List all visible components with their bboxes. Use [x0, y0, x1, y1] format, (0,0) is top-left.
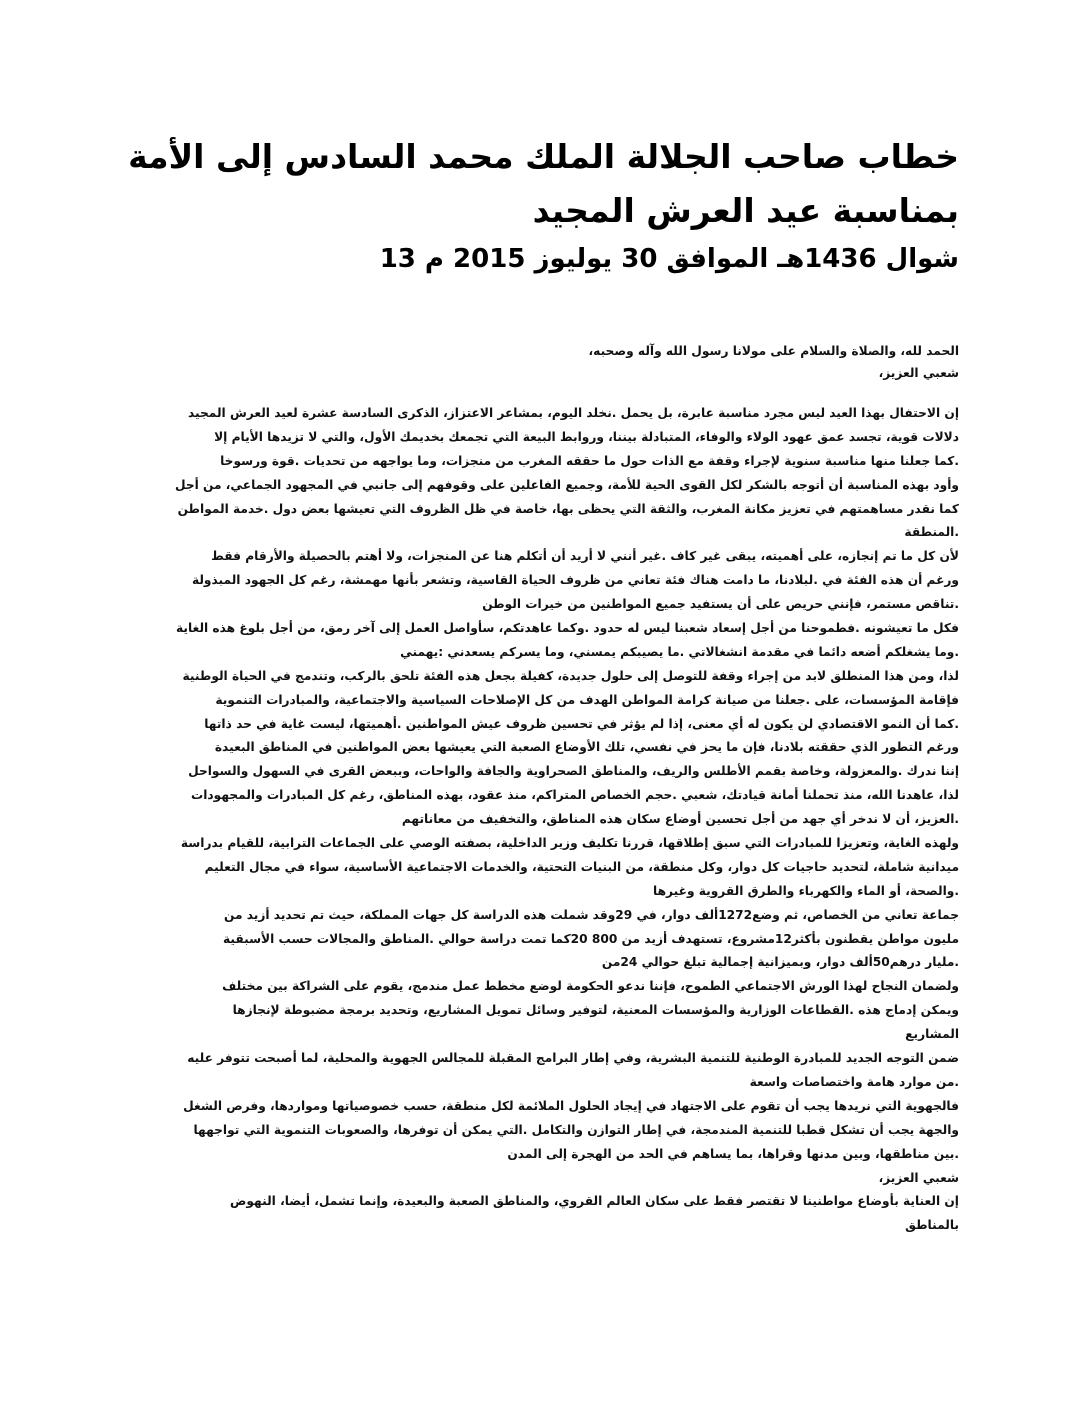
text-line: المشاريع [905, 1027, 959, 1042]
speech-date: شوال 1436هـ الموافق 30 يوليوز 2015 م 13 [379, 244, 959, 274]
text-line: مليون مواطن يقطنون بأكثر12مشروع، تستهدف أزيد من 800 20كما تمت دراسة حوالي .المناطق والمجالات حسب الأسبقية [222, 931, 959, 946]
text-line: وأود بهذه المناسبة أن أتوجه بالشكر لكل القوى الحية للأمة، وجميع الفاعلين على وقوفهم إلى جانبي في المجهود الجماعي، من أجل [174, 477, 959, 492]
text-line: بالمناطق [905, 1218, 959, 1233]
text-line: إن العناية بأوضاع مواطنينا لا تقتصر فقط على سكان العالم القروي، والمناطق الصعبة والبعيدة، وإنما تشمل، أيضا، النهوض [230, 1194, 959, 1209]
text-line: ورغم أن هذه الفئة في .لبلادنا، ما دامت هناك فئة تعاني من ظروف الحياة القاسية، وتشعر بأنها مهمشة، رغم كل الجهود المبذولة [191, 573, 959, 588]
text-line: شعبي العزيز، [878, 366, 959, 380]
text-line: .مليار درهم50ألف دوار، وبميزانية إجمالية تبلغ حوالي 24من [601, 955, 959, 970]
opening-salutation [127, 340, 959, 384]
text-line: جماعة تعاني من الخصاص، ثم وضع1272ألف دوار، في 29وقد شملت هذه الدراسة كل جهات المملكة، حيث تم تحديد أزيد من [223, 907, 959, 922]
speech-body [127, 402, 959, 1238]
text-line: ولهذه الغاية، وتعزيزا للمبادرات التي سبق إطلاقها، قررنا تكليف وزير الداخلية، بصفته الوصي على الجماعات الترابية، للقيام بدراسة [180, 836, 959, 851]
text-line: لذا، ومن هذا المنطلق لابد من إجراء وقفة للتوصل إلى حلول جديدة، كفيلة بجعل هذه الفئة تلحق بالركب، وتندمج في الحياة الوطنية [182, 668, 959, 683]
text-line: .والصحة، أو الماء والكهرباء والطرق القروية وغيرها [653, 883, 959, 898]
text-line: .كما أن النمو الاقتصادي لن يكون له أي معنى، إذا لم يؤثر في تحسين ظروف عيش المواطنين .أهميتها، ليست غاية في حد ذاتها [204, 716, 959, 731]
text-line: إن الاحتفال بهذا العيد ليس مجرد مناسبة عابرة، بل يحمل .نخلد اليوم، بمشاعر الاعتزاز، الذكرى السادسة عشرة لعيد العرش المجيد [187, 406, 959, 420]
text-line: .العزيز، أن لا ندخر أي جهد من أجل تحسين أوضاع سكان هذه المناطق، والتخفيف من معاناتهم [401, 812, 959, 827]
text-line: ورغم التطور الذي حققته بلادنا، فإن ما يحز في نفسي، تلك الأوضاع الصعبة التي يعيشها بعض المواطنين في المناطق البعيدة [214, 740, 959, 755]
text-line: ويمكن إدماج هذه .القطاعات الوزارية والمؤسسات المعنية، لتوفير وسائل تمويل المشاريع، وتحديد برمجة مضبوطة لإنجازها [232, 1003, 959, 1018]
text-line: لأن كل ما تم إنجازه، على أهميته، يبقى غير كاف .غير أنني لا أريد أن أتكلم هنا عن المنجزات، ولا أهتم بالحصيلة والأرقام فقط [211, 549, 959, 564]
text-line: شعبي العزيز، [878, 1170, 959, 1185]
text-line: والجهة يجب أن تشكل قطبا للتنمية المندمجة، في إطار التوازن والتكامل .التي يمكن أن توفرها، والصعوبات التنموية التي تواجهها [193, 1122, 959, 1137]
text-line: الحمد لله، والصلاة والسلام على مولانا رسول الله وآله وصحبه، [588, 344, 959, 358]
speech-occasion: بمناسبة عيد العرش المجيد [532, 191, 959, 230]
text-line: .وما يشغلكم أضعه دائما في مقدمة انشغالاتي .ما يصيبكم يمسني، وما يسركم يسعدني :يهمني [400, 644, 959, 659]
text-line: ضمن التوجه الجديد للمبادرة الوطنية للتنمية البشرية، وفي إطار البرامج المقبلة للمجالس الجهوية والمحلية، لما أصبحت تتوفر عليه [187, 1051, 959, 1066]
text-line: .تناقص مستمر، فإنني حريص على أن يستفيد جميع المواطنين من خيرات الوطن [482, 597, 959, 612]
text-line: .المنطقة [904, 525, 959, 540]
text-line: ولضمان النجاح لهذا الورش الاجتماعي الطموح، فإننا ندعو الحكومة لوضع مخطط عمل مندمج، يقوم على الشراكة بين مختلف [222, 979, 959, 994]
text-line: إننا ندرك .والمعزولة، وخاصة بقمم الأطلس والريف، والمناطق الصحراوية والجافة والواحات، وببعض القرى في السهول والسواحل [188, 764, 959, 779]
text-line: فكل ما تعيشونه .فطموحنا من أجل إسعاد شعبنا ليس له حدود .وكما عاهدتكم، سأواصل العمل إلى آخر رمق، من أجل بلوغ هذه الغاية [176, 621, 959, 636]
text-line: فالجهوية التي نريدها يجب أن تقوم على الاجتهاد في إيجاد الحلول الملائمة لكل منطقة، حسب خصوصياتها ومواردها، وفرص الشغل [183, 1098, 959, 1113]
text-line: فإقامة المؤسسات، على .جعلنا من صيانة كرامة المواطن الهدف من كل الإصلاحات السياسية والاجتماعية، والمبادرات التنموية [215, 692, 959, 707]
text-line: .من موارد هامة واختصاصات واسعة [749, 1074, 959, 1089]
text-line: دلالات قوية، تجسد عمق عهود الولاء والوفاء، المتبادلة بيننا، وروابط البيعة التي تجمعك بخديمك الأول، والتي لا تزيدها الأيام إلا [214, 429, 959, 444]
text-line: .بين مناطقها، وبين مدنها وقراها، بما يساهم في الحد من الهجرة إلى المدن [507, 1146, 959, 1161]
speech-title: خطاب صاحب الجلالة الملك محمد السادس إلى الأمة [128, 137, 959, 176]
text-line: كما نقدر مساهمتهم في تعزيز مكانة المغرب، والثقة التي يحظى بها، خاصة في ظل الظروف التي تعيشها بعض دول .خدمة المواطن [177, 501, 959, 516]
text-line: .كما جعلنا منها مناسبة سنوية لإجراء وقفة مع الذات حول ما حققه المغرب من منجزات، وما يواجهه من تحديات .قوة ورسوخا [220, 453, 959, 468]
text-line: ميدانية شاملة، لتحديد حاجيات كل دوار، وكل منطقة، من البنيات التحتية، والخدمات الاجتماعية الأساسية، سواء في مجال التعليم [204, 859, 959, 874]
text-line: لذا، عاهدنا الله، منذ تحملنا أمانة قيادتك، شعبي .حجم الخصاص المتراكم، منذ عقود، بهذه المناطق، رغم كل المبادرات والمجهودات [191, 788, 959, 803]
